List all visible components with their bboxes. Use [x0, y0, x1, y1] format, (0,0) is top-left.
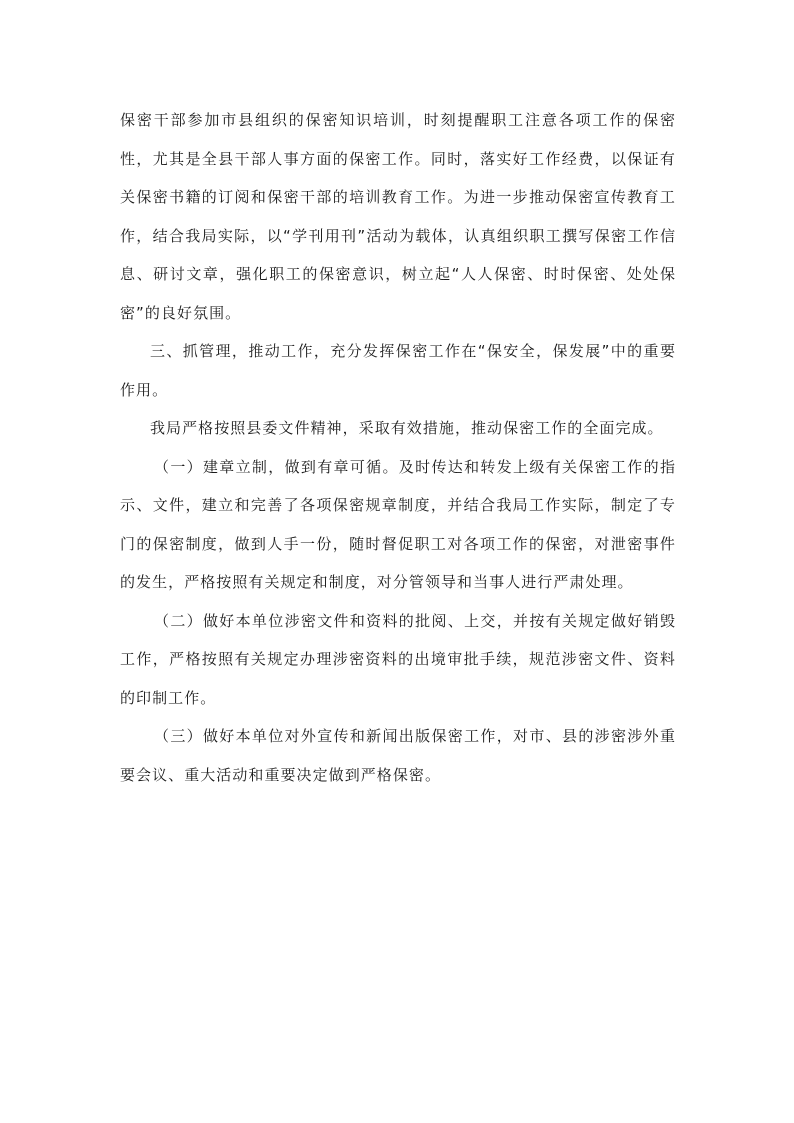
list-item-publicity: （三）做好本单位对外宣传和新闻出版保密工作，对市、县的涉密涉外重要会议、重大活动和重要决定做到严格保密。 — [120, 727, 676, 784]
paragraph-measures: 我局严格按照县委文件精神，采取有效措施，推动保密工作的全面完成。 — [150, 419, 664, 437]
list-item-regulations: （一）建章立制，做到有章可循。及时传达和转发上级有关保密工作的指示、文件，建立和完善了各项保密规章制度，并结合我局工作实际，制定了专门的保密制度，做到人手一份，随时督促职工对各项工作的保密，对泄密事件的发生，严格按照有关规定和制度，对分管领导和当事人进行严肃处理。 — [120, 457, 676, 591]
paragraph-training: 保密干部参加市县组织的保密知识培训，时刻提醒职工注意各项工作的保密性，尤其是全县干部人事方面的保密工作。同时，落实好工作经费，以保证有关保密书籍的订阅和保密干部的培训教育工作。为进一步推动保密宣传教育工作，结合我局实际，以“学刊用刊”活动为载体，认真组织职工撰写保密工作信息、研讨文章，强化职工的保密意识，树立起“人人保密、时时保密、处处保密”的良好氛围。 — [120, 111, 676, 322]
list-item-classified-files: （二）做好本单位涉密文件和资料的批阅、上交，并按有关规定做好销毁工作，严格按照有关规定办理涉密资料的出境审批手续，规范涉密文件、资料的印制工作。 — [120, 611, 676, 707]
section-heading-management: 三、抓管理，推动工作，充分发挥保密工作在“保安全，保发展”中的重要作用。 — [120, 342, 676, 399]
document-body — [120, 101, 676, 794]
